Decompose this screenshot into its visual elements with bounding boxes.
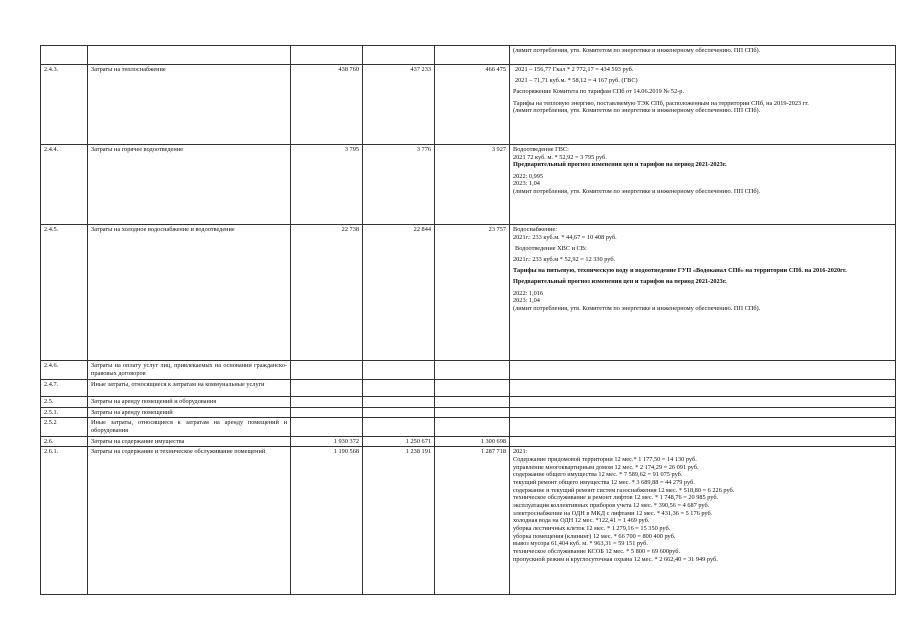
note-line: 2021г.: 233 куб.м. * 44,67 = 10 408 руб. — [513, 233, 617, 241]
row-value-2021: 1 190 568 — [291, 447, 363, 595]
note-line: 2021: — [513, 448, 528, 456]
table-row — [41, 436, 896, 447]
note-line: холодная вода на ОДН 12 мес. *122,41 = 1 469 руб. — [513, 517, 650, 525]
row-value-2023 — [435, 46, 510, 65]
note-line: Водоснабжение: — [513, 226, 558, 233]
row-code: 2.4.6. — [41, 361, 88, 380]
row-notes — [510, 407, 896, 418]
row-value-2021 — [291, 380, 363, 397]
row-notes — [510, 65, 896, 145]
note-line: Водоотведение ГВС: — [513, 146, 569, 153]
row-value-2021: 22 738 — [291, 225, 363, 361]
row-value-2021 — [291, 407, 363, 418]
row-value-2023 — [435, 361, 510, 380]
row-code: 2.4.7. — [41, 380, 88, 397]
note-line: Предварительный прогноз изменения цен и тарифов на период 2021-2023г. — [513, 278, 727, 286]
row-value-2021 — [291, 418, 363, 436]
table-row — [41, 65, 896, 145]
cost-table-body — [41, 46, 896, 595]
row-notes — [510, 418, 896, 436]
row-value-2023 — [435, 407, 510, 418]
row-name: Затраты на холодное водоснабжение и водоотведение — [88, 225, 291, 361]
row-name: Затраты на горячее водоотведение — [88, 145, 291, 225]
row-value-2022 — [363, 361, 435, 380]
note-line: эксплуатация коллективных приборов учета 12 мес. * 390,56 = 4 687 руб. — [513, 502, 710, 510]
row-value-2022 — [363, 418, 435, 436]
row-code: 2.5. — [41, 397, 88, 408]
note-line: электроснабжение на ОДН в МКД с лифтами 12 мес. * 431,36 = 5 176 руб. — [513, 509, 713, 517]
row-value-2023: 466 475 — [435, 65, 510, 145]
row-value-2022: 1 250 671 — [363, 436, 435, 447]
note-line: техническое обслуживание КСОБ 12 мес. * 5 800 = 69 600руб. — [513, 548, 681, 556]
row-value-2021: 438 760 — [291, 65, 363, 145]
note-line: Водоотведение ХВС и СВ: — [515, 244, 587, 252]
row-value-2022 — [363, 46, 435, 65]
row-notes — [510, 361, 896, 380]
note-line: Содержание придомовой территории 12 мес.* 1 177,50 = 14 130 руб. — [513, 456, 697, 464]
row-code: 2.4.5. — [41, 225, 88, 361]
row-name: Затраты на содержание имущества — [88, 436, 291, 447]
note-line: 2021 72 куб. м. * 52,92 = 3 795 руб. — [513, 153, 607, 161]
note-line: вывоз мусора 61,404 куб. м. * 963,31 = 59 151 руб. — [513, 540, 648, 548]
row-code: 2.6. — [41, 436, 88, 447]
row-value-2022: 22 844 — [363, 225, 435, 361]
table-row — [41, 46, 896, 65]
row-value-2023 — [435, 397, 510, 408]
row-value-2022: 437 233 — [363, 65, 435, 145]
table-row — [41, 407, 896, 418]
row-notes — [510, 225, 896, 361]
note-line: пропускной режим и круглосуточная охрана 12 мес. * 2 662,40 = 31 949 руб. — [513, 555, 718, 563]
note-line: Тарифы на тепловую энергию, поставляемую ТЭК СПб, расположенным на территории СПб, на 2019-2023 гг. — [513, 99, 809, 107]
cost-table — [40, 45, 896, 595]
table-row — [41, 447, 896, 595]
row-value-2022: 3 776 — [363, 145, 435, 225]
table-row — [41, 361, 896, 380]
row-value-2022 — [363, 407, 435, 418]
row-code: 2.6.1. — [41, 447, 88, 595]
row-notes — [510, 145, 896, 225]
row-code: 2.4.4. — [41, 145, 88, 225]
row-name: Затраты на оплату услуг лиц, привлекаемых на основании гражданско-правовых договоров — [88, 361, 291, 380]
row-value-2023: 1 287 718 — [435, 447, 510, 595]
row-name: Иные затраты, относящиеся к затратам на аренду помещений и оборудования — [88, 418, 291, 436]
note-line: управление многоквартирным домом 12 мес. * 2 174,29 = 26 091 руб. — [513, 463, 699, 471]
note-line: 2021 – 156,77 Гкал * 2 772,17 = 434 593 руб. — [515, 66, 634, 73]
row-value-2023 — [435, 380, 510, 397]
row-code — [41, 46, 88, 65]
note-line: содержание общего имущества 12 мес. * 7 589,62 = 91 075 руб. — [513, 471, 683, 479]
row-notes — [510, 46, 896, 65]
row-code: 2.5.2 — [41, 418, 88, 436]
table-row — [41, 145, 896, 225]
note-line: уборка лестничных клеток 12 мес. * 1 279,16 = 15 350 руб. — [513, 525, 671, 533]
row-value-2021 — [291, 46, 363, 65]
row-name: Иные затраты, относящиеся к затратам на коммунальные услуги — [88, 380, 291, 397]
row-name: Затраты на аренду помещений — [88, 407, 291, 418]
row-name: Затраты на аренду помещений и оборудования — [88, 397, 291, 408]
note-line: 2022: 1,016 — [513, 289, 544, 297]
table-row — [41, 418, 896, 436]
row-value-2023 — [435, 418, 510, 436]
note-line: текущий ремонт общего имущества 12 мес. * 3 689,88 = 44 279 руб. — [513, 479, 695, 487]
row-value-2022 — [363, 397, 435, 408]
row-value-2022: 1 238 191 — [363, 447, 435, 595]
row-notes — [510, 380, 896, 397]
note-line: (лимит потребления, утв. Комитетом по энергетике и инженерному обеспечению. ПП СПб). — [513, 304, 761, 312]
row-notes — [510, 447, 896, 595]
row-code: 2.5.1. — [41, 407, 88, 418]
table-row — [41, 380, 896, 397]
row-value-2023: 3 927 — [435, 145, 510, 225]
row-notes — [510, 436, 896, 447]
row-notes — [510, 397, 896, 408]
note-line: (лимит потребления, утв. Комитетом по энергетике и инженерному обеспечению. ПП СПб). — [513, 107, 761, 115]
note-line: уборка помещения (клининг) 12 мес. * 66 700 = 800 400 руб. — [513, 532, 676, 540]
note-line: Тарифы на питьевую, техническую воду и водоотведение ГУП «Водоканал СПб» на территории СПб. на 2016-2020гг. — [513, 267, 847, 275]
table-row — [41, 225, 896, 361]
note-line: 2023: 1,04 — [513, 180, 540, 188]
row-value-2021 — [291, 397, 363, 408]
note-line: (лимит потребления, утв. Комитетом по энергетике и инженерному обеспечению. ПП СПб). — [513, 47, 761, 54]
note-line: техническое обслуживание и ремонт лифтов 12 мес. * 1 748,76 = 20 985 руб. — [513, 494, 719, 502]
note-line: 2022: 0,995 — [513, 172, 544, 180]
row-value-2021: 3 795 — [291, 145, 363, 225]
row-name: Затраты на теплоснабжение — [88, 65, 291, 145]
note-line: Предварительный прогноз изменения цен и тарифов на период 2021-2023г. — [513, 161, 727, 169]
note-line: Распоряжение Комитета по тарифам СПб от 14.06.2019 № 52-р. — [513, 88, 685, 96]
row-value-2021 — [291, 361, 363, 380]
row-value-2023: 23 757 — [435, 225, 510, 361]
table-row — [41, 397, 896, 408]
note-line: 2023: 1,04 — [513, 297, 540, 305]
row-name — [88, 46, 291, 65]
row-name: Затраты на содержание и техническое обслуживание помещений — [88, 447, 291, 595]
row-value-2021: 1 930 372 — [291, 436, 363, 447]
note-line: (лимит потребления, утв. Комитетом по энергетике и инженерному обеспечению. ПП СПб). — [513, 187, 761, 195]
row-value-2023: 1 300 698 — [435, 436, 510, 447]
row-value-2022 — [363, 380, 435, 397]
note-line: 2021г.: 233 куб.м * 52,92 = 12 330 руб. — [513, 256, 616, 264]
note-line: 2021 – 71,71 куб.м. * 58,12 = 4 167 руб. (ГВС) — [515, 77, 638, 85]
row-code: 2.4.3. — [41, 65, 88, 145]
note-line: содержание и текущий ремонт систем газоснабжения 12 мес. * 518,80 = 6 226 руб. — [513, 486, 735, 494]
